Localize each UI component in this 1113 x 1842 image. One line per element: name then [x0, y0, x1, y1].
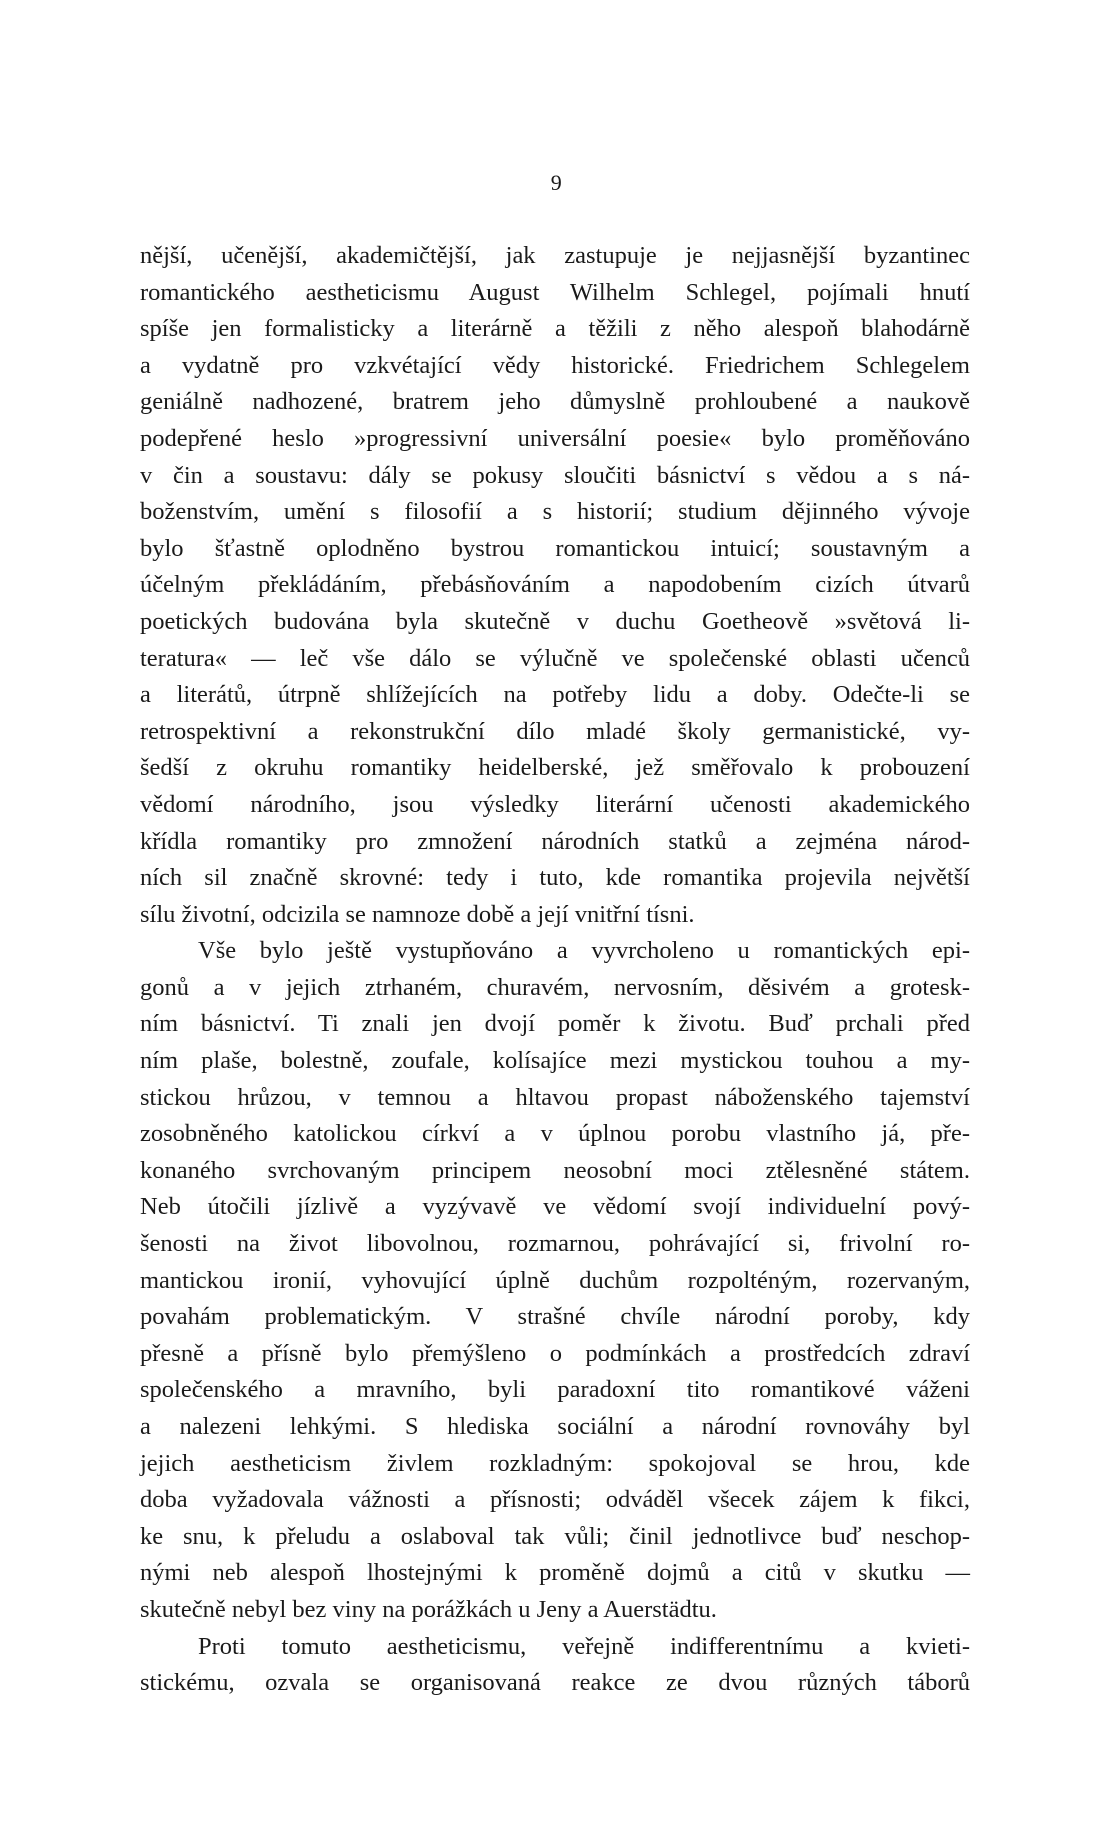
text-line: teratura« — leč vše dálo se výlučně ve společenské oblasti učenců — [140, 644, 970, 672]
text-line: doba vyžadovala vážnosti a přísnosti; odváděl všecek zájem k fikci, — [140, 1486, 970, 1514]
text-line: Vše bylo ještě vystupňováno a vyvrcholeno u romantických epi- — [198, 937, 970, 965]
text-line: stickému, ozvala se organisovaná reakce ze dvou různých táborů — [140, 1669, 970, 1697]
text-line: spíše jen formalisticky a literárně a těžili z něho alespoň blahodárně — [140, 315, 970, 343]
text-line: poetických budována byla skutečně v duchu Goetheově »světová li- — [140, 607, 970, 635]
text-line: v čin a soustavu: dály se pokusy sloučiti básnictví s vědou a s ná- — [140, 461, 970, 489]
page-number: 9 — [550, 170, 563, 195]
text-line: křídla romantiky pro zmnožení národních statků a zejména národ- — [140, 827, 970, 855]
text-line: ke snu, k přeludu a oslaboval tak vůli; činil jednotlivce buď neschop- — [140, 1522, 970, 1550]
text-line: ním plaše, bolestně, zoufale, kolísajíce mezi mystickou touhou a my- — [140, 1047, 970, 1075]
text-line: přesně a přísně bylo přemýšleno o podmínkách a prostředcích zdraví — [140, 1339, 970, 1367]
body-text — [140, 238, 970, 1702]
text-line: retrospektivní a rekonstrukční dílo mladé školy germanistické, vy- — [140, 717, 970, 745]
text-line: společenského a mravního, byli paradoxní tito romantikové váženi — [140, 1376, 970, 1404]
text-line: povahám problematickým. V strašné chvíle národní poroby, kdy — [140, 1303, 970, 1331]
text-line: šedší z okruhu romantiky heidelberské, jež směřovalo k probouzení — [140, 754, 970, 782]
text-line: gonů a v jejich ztrhaném, churavém, nervosním, děsivém a grotesk- — [140, 973, 970, 1001]
text-line: ním básnictví. Ti znali jen dvojí poměr k životu. Buď prchali před — [140, 1010, 970, 1038]
text-line: zosobněného katolickou církví a v úplnou porobu vlastního já, pře- — [140, 1120, 970, 1148]
text-line: geniálně nadhozené, bratrem jeho důmyslně prohloubené a naukově — [140, 388, 970, 416]
text-line: a literátů, útrpně shlížejících na potřeby lidu a doby. Odečte-li se — [140, 681, 970, 709]
text-line: nými neb alespoň lhostejnými k proměně dojmů a citů v skutku — — [140, 1559, 970, 1587]
text-line: nější, učenější, akademičtější, jak zastupuje je nejjasnější byzantinec — [140, 242, 970, 269]
text-line: stickou hrůzou, v temnou a hltavou propast náboženského tajemství — [140, 1083, 970, 1111]
text-line: bylo šťastně oplodněno bystrou romantickou intuicí; soustavným a — [140, 534, 970, 562]
text-line: boženstvím, umění s filosofií a s historií; studium dějinného vývoje — [140, 498, 970, 526]
text-line: sílu životní, odcizila se namnoze době a její vnitřní tísni. — [140, 900, 695, 928]
text-line: Proti tomuto aestheticismu, veřejně indifferentnímu a kvieti- — [198, 1632, 970, 1660]
text-line: skutečně nebyl bez viny na porážkách u Jeny a Auerstädtu. — [140, 1595, 717, 1623]
text-line: ních sil značně skrovné: tedy i tuto, kde romantika projevila největší — [140, 864, 970, 892]
text-line: vědomí národního, jsou výsledky literární učenosti akademického — [140, 790, 970, 818]
text-line: a vydatně pro vzkvétající vědy historické. Friedrichem Schlegelem — [140, 351, 970, 379]
text-line: Neb útočili jízlivě a vyzývavě ve vědomí svojí individuelní pový- — [140, 1193, 970, 1221]
text-line: jejich aestheticism živlem rozkladným: spokojoval se hrou, kde — [140, 1449, 970, 1477]
text-line: konaného svrchovaným principem neosobní moci ztělesněné státem. — [140, 1156, 970, 1184]
text-line: romantického aestheticismu August Wilhelm Schlegel, pojímali hnutí — [140, 278, 970, 306]
text-line: a nalezeni lehkými. S hlediska sociální a národní rovnováhy byl — [140, 1413, 970, 1440]
text-line: mantickou ironií, vyhovující úplně duchům rozpolténým, rozervaným, — [140, 1266, 970, 1294]
paragraph — [140, 933, 970, 1628]
text-line: šenosti na život libovolnou, rozmarnou, pohrávající si, frivolní ro- — [140, 1230, 970, 1258]
text-line: účelným překládáním, přebásňováním a napodobením cizích útvarů — [140, 571, 970, 599]
paragraph — [140, 238, 970, 933]
paragraph — [140, 1629, 970, 1702]
text-line: podepřené heslo »progressivní universální poesie« bylo proměňováno — [140, 424, 970, 452]
